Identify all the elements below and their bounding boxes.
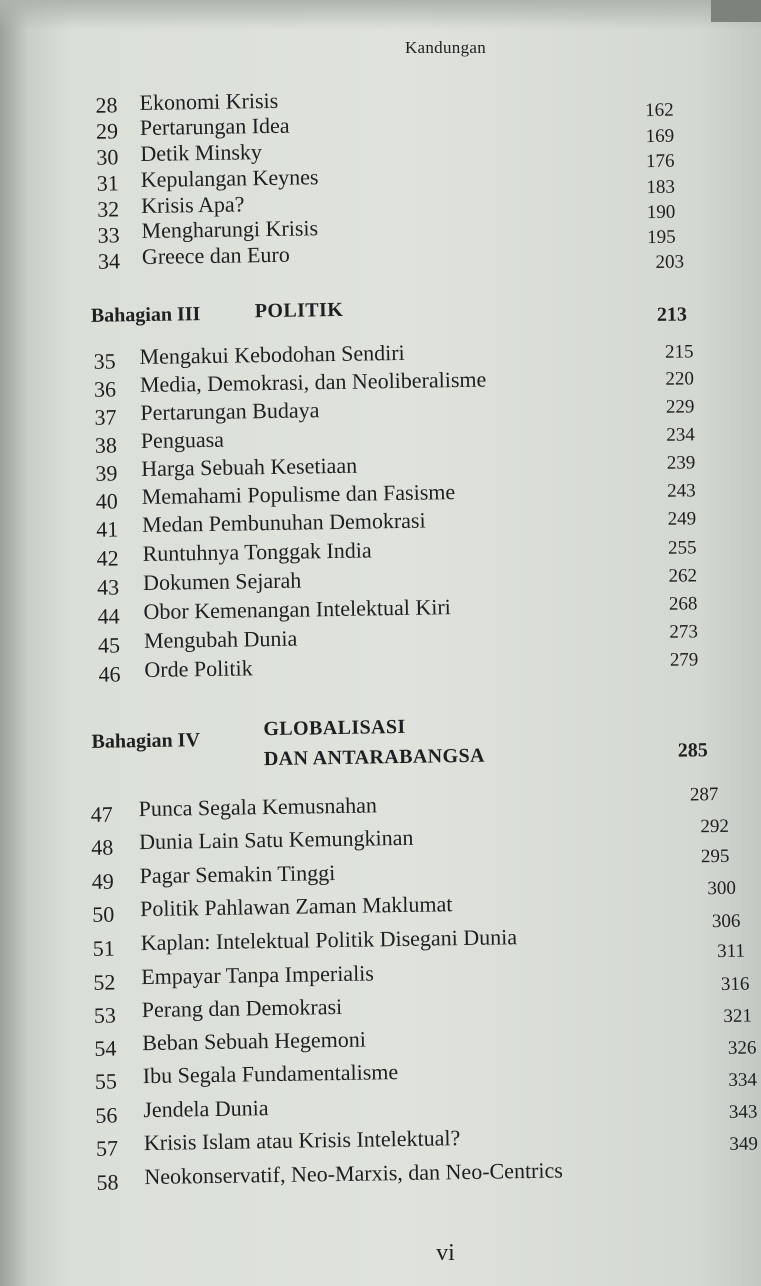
entry-page: 273 bbox=[669, 621, 699, 643]
entry-title: Obor Kemenangan Intelektual Kiri bbox=[143, 594, 451, 625]
page-number: vi bbox=[436, 1240, 455, 1266]
part-page: 213 bbox=[656, 303, 688, 326]
entry-page: 292 bbox=[700, 815, 730, 838]
entry-title: Dokumen Sejarah bbox=[142, 567, 302, 596]
entry-title: Pertarungan Budaya bbox=[140, 397, 320, 426]
entry-page: 239 bbox=[666, 452, 696, 474]
entry-title: Orde Politik bbox=[144, 655, 253, 683]
entry-page: 311 bbox=[716, 940, 746, 963]
entry-page: 300 bbox=[707, 877, 737, 900]
entry-number: 51 bbox=[92, 935, 115, 961]
entry-number: 31 bbox=[96, 170, 119, 196]
entry-page: 255 bbox=[667, 537, 697, 559]
entry-page: 234 bbox=[666, 424, 695, 446]
entry-number: 47 bbox=[90, 801, 113, 827]
entry-number: 35 bbox=[93, 348, 116, 374]
entry-number: 41 bbox=[96, 516, 119, 542]
entry-title: Kaplan: Intelektual Politik Disegani Dunia bbox=[140, 924, 518, 956]
entry-page: 215 bbox=[664, 341, 694, 363]
entry-title: Krisis Islam atau Krisis Intelektual? bbox=[143, 1125, 461, 1156]
entry-number: 30 bbox=[96, 144, 119, 170]
entry-title: Medan Pembunuhan Demokrasi bbox=[141, 507, 426, 538]
entry-title: Media, Demokrasi, dan Neoliberalisme bbox=[139, 366, 487, 398]
part-label: Bahagian III bbox=[90, 303, 201, 327]
entry-title: Runtuhnya Tonggak India bbox=[142, 537, 372, 567]
entry-page: 183 bbox=[646, 176, 676, 199]
entry-number: 38 bbox=[94, 432, 118, 458]
entry-number: 53 bbox=[93, 1002, 117, 1028]
entry-title: Kepulangan Keynes bbox=[140, 164, 319, 193]
entry-page: 287 bbox=[689, 784, 719, 806]
entry-number: 34 bbox=[97, 248, 121, 274]
entry-number: 45 bbox=[97, 632, 121, 658]
entry-number: 55 bbox=[94, 1068, 118, 1094]
entry-number: 44 bbox=[97, 603, 120, 629]
entry-title: Beban Sebuah Hegemoni bbox=[142, 1026, 367, 1056]
entry-title: Mengubah Dunia bbox=[143, 625, 298, 654]
entry-title: Dunia Lain Satu Kemungkinan bbox=[138, 824, 414, 855]
entry-title: Memahami Populisme dan Fasisme bbox=[141, 479, 456, 510]
entry-page: 343 bbox=[728, 1101, 758, 1123]
entry-page: 326 bbox=[727, 1037, 757, 1059]
entry-page: 229 bbox=[665, 396, 695, 418]
entry-number: 54 bbox=[94, 1035, 117, 1061]
entry-page: 262 bbox=[668, 565, 698, 587]
entry-title: Perang dan Demokrasi bbox=[141, 993, 343, 1023]
entry-title: Empayar Tanpa Imperialis bbox=[141, 960, 375, 990]
entry-number: 40 bbox=[95, 488, 118, 514]
entry-page: 176 bbox=[645, 150, 675, 173]
entry-title: Jendela Dunia bbox=[143, 1095, 269, 1123]
part-title: POLITIK bbox=[254, 298, 344, 323]
entry-page: 169 bbox=[645, 125, 675, 148]
entry-title: Politik Pahlawan Zaman Maklumat bbox=[139, 891, 453, 922]
entry-number: 39 bbox=[95, 460, 118, 486]
entry-number: 49 bbox=[91, 868, 114, 894]
entry-page: 321 bbox=[723, 1005, 753, 1027]
entry-number: 37 bbox=[94, 404, 117, 430]
entry-page: 195 bbox=[647, 226, 676, 249]
entry-number: 48 bbox=[91, 834, 114, 860]
entry-title: Neokonservatif, Neo-Marxis, dan Neo-Centrics bbox=[144, 1157, 564, 1190]
entry-page: 295 bbox=[700, 845, 730, 868]
entry-number: 56 bbox=[95, 1102, 118, 1128]
running-header: Kandungan bbox=[404, 38, 487, 57]
part-label: Bahagian IV bbox=[91, 729, 201, 753]
entry-title: Detik Minsky bbox=[140, 139, 263, 167]
entry-number: 28 bbox=[95, 92, 118, 118]
entry-page: 306 bbox=[711, 910, 741, 933]
entry-page: 249 bbox=[667, 508, 697, 530]
entry-page: 279 bbox=[669, 649, 699, 671]
entry-page: 162 bbox=[645, 99, 674, 122]
part-title-line-1: GLOBALISASI bbox=[263, 715, 406, 741]
entry-page: 243 bbox=[667, 480, 696, 502]
entry-page: 349 bbox=[729, 1133, 759, 1155]
entry-page: 316 bbox=[720, 973, 750, 995]
entry-page: 190 bbox=[646, 201, 676, 224]
entry-title: Penguasa bbox=[140, 426, 225, 454]
entry-page: 268 bbox=[668, 593, 698, 615]
entry-title: Harga Sebuah Kesetiaan bbox=[141, 452, 358, 482]
entry-number: 50 bbox=[92, 901, 115, 927]
entry-title: Mengakui Kebodohan Sendiri bbox=[139, 339, 405, 370]
entry-number: 33 bbox=[97, 222, 120, 248]
entry-title: Pagar Semakin Tinggi bbox=[139, 860, 336, 889]
entry-page: 220 bbox=[665, 368, 695, 390]
entry-title: Greece dan Euro bbox=[141, 241, 290, 270]
entry-number: 29 bbox=[95, 118, 119, 144]
entry-page: 203 bbox=[655, 251, 685, 273]
entry-page: 334 bbox=[728, 1069, 758, 1091]
entry-number: 32 bbox=[96, 196, 120, 222]
entry-title: Ekonomi Krisis bbox=[139, 87, 279, 116]
entry-number: 46 bbox=[98, 661, 121, 687]
entry-number: 36 bbox=[93, 376, 117, 402]
entry-number: 57 bbox=[95, 1135, 119, 1161]
part-page: 285 bbox=[677, 739, 708, 762]
entry-title: Punca Segala Kemusnahan bbox=[138, 792, 378, 822]
entry-title: Ibu Segala Fundamentalisme bbox=[142, 1059, 399, 1089]
entry-number: 42 bbox=[96, 545, 119, 571]
entry-number: 43 bbox=[96, 574, 120, 600]
entry-title: Krisis Apa? bbox=[140, 191, 245, 219]
entry-number: 52 bbox=[93, 969, 116, 995]
part-title-line-2: DAN ANTARABANGSA bbox=[263, 744, 486, 771]
entry-title: Pertarungan Idea bbox=[139, 112, 290, 141]
entry-title: Mengharungi Krisis bbox=[141, 215, 319, 244]
entry-number: 58 bbox=[96, 1169, 119, 1195]
